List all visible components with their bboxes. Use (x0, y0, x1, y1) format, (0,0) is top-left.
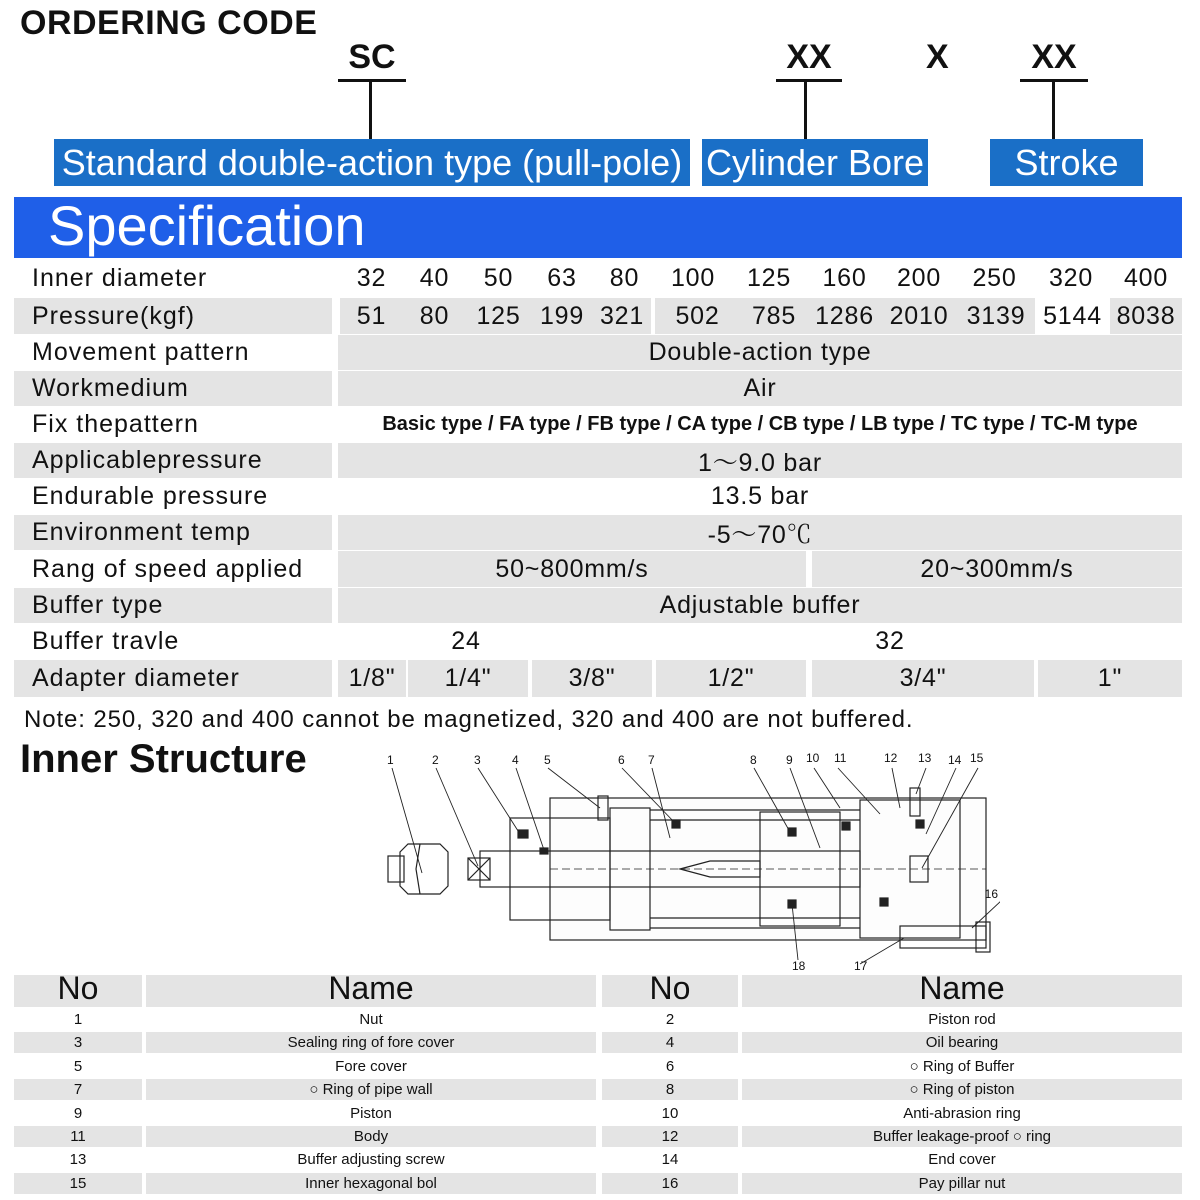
workmedium-value: Air (338, 371, 1182, 406)
part-name-cell: Buffer leakage-proof ○ ring (742, 1126, 1182, 1147)
diameter-cell: 320 (1032, 260, 1110, 296)
specification-banner: Specification (14, 197, 1182, 258)
part-name-cell: ○ Ring of piston (742, 1079, 1182, 1100)
label-endurable-pressure: Endurable pressure (14, 479, 332, 514)
connector-line-series (369, 80, 372, 139)
speed-value-a: 50~800mm/s (338, 551, 806, 587)
part-name-cell: Nut (146, 1009, 596, 1030)
code-box-stroke: Stroke (990, 139, 1143, 186)
part-number-cell: 15 (14, 1173, 142, 1194)
callout-label: 16 (984, 887, 998, 901)
adapter-cell: 1/8" (338, 660, 406, 697)
adapter-cell: 3/4" (812, 660, 1034, 697)
part-number-cell: 4 (602, 1032, 738, 1053)
label-inner-diameter: Inner diameter (14, 260, 332, 296)
cylinder-cross-section-diagram (380, 748, 1000, 973)
pressure-cell: 3139 (957, 298, 1035, 334)
callout-label: 6 (618, 753, 625, 767)
label-speed: Rang of speed applied (14, 551, 332, 587)
movement-value: Double-action type (338, 335, 1182, 370)
diameter-cell: 80 (593, 260, 656, 296)
label-workmedium: Workmedium (14, 371, 332, 406)
part-number-cell: 2 (602, 1009, 738, 1030)
applicable-pressure-value: 1～9.0 bar (338, 443, 1182, 478)
part-number-cell: 16 (602, 1173, 738, 1194)
diameter-cell: 32 (340, 260, 403, 296)
part-number-cell: 12 (602, 1126, 738, 1147)
label-environment-temp: Environment temp (14, 515, 332, 550)
callout-label: 4 (512, 753, 519, 767)
callout-label: 10 (806, 751, 820, 765)
part-name-cell: Body (146, 1126, 596, 1147)
speed-value-b: 20~300mm/s (812, 551, 1182, 587)
part-name-cell: Piston rod (742, 1009, 1182, 1030)
adapter-cell: 1" (1038, 660, 1182, 697)
callout-label: 14 (948, 753, 962, 767)
callout-label: 8 (750, 753, 757, 767)
part-name-cell: Anti-abrasion ring (742, 1103, 1182, 1124)
part-number-cell: 10 (602, 1103, 738, 1124)
label-adapter-diameter: Adapter diameter (14, 660, 332, 697)
pressure-cell: 199 (531, 298, 593, 334)
part-number-cell: 9 (14, 1103, 142, 1124)
callout-label: 3 (474, 753, 481, 767)
part-number-cell: 8 (602, 1079, 738, 1100)
diameter-cell: 200 (881, 260, 957, 296)
part-name-cell: Oil bearing (742, 1032, 1182, 1053)
buffer-travel-b: 32 (598, 624, 1182, 659)
inner-structure-title: Inner Structure (20, 737, 307, 781)
diameter-cell: 40 (403, 260, 466, 296)
parts-header-name: Name (146, 975, 596, 1007)
part-name-cell: Fore cover (146, 1056, 596, 1077)
callout-label: 13 (918, 751, 932, 765)
connector-line-bore (804, 80, 807, 139)
diameter-cell: 250 (957, 260, 1032, 296)
callout-label: 15 (970, 751, 984, 765)
buffer-travel-a: 24 (338, 624, 594, 659)
part-number-cell: 13 (14, 1149, 142, 1170)
spec-note: Note: 250, 320 and 400 cannot be magnetized, 320 and 400 are not buffered. (24, 706, 914, 733)
part-name-cell: Buffer adjusting screw (146, 1149, 596, 1170)
part-number-cell: 5 (14, 1056, 142, 1077)
code-box-type: Standard double-action type (pull-pole) (54, 139, 690, 186)
diameter-cell: 50 (466, 260, 531, 296)
buffer-type-value: Adjustable buffer (338, 588, 1182, 623)
code-separator: X (926, 38, 949, 76)
part-name-cell: ○ Ring of pipe wall (146, 1079, 596, 1100)
pressure-cell: 785 (740, 298, 808, 334)
part-name-cell: Piston (146, 1103, 596, 1124)
adapter-cell: 1/2" (656, 660, 806, 697)
part-name-cell: Sealing ring of fore cover (146, 1032, 596, 1053)
code-series: SC (338, 38, 406, 82)
part-number-cell: 6 (602, 1056, 738, 1077)
pressure-cell: 125 (466, 298, 531, 334)
diameter-cell: 125 (730, 260, 808, 296)
adapter-cell: 3/8" (532, 660, 652, 697)
part-name-cell: ○ Ring of Buffer (742, 1056, 1182, 1077)
diameter-cell: 400 (1110, 260, 1182, 296)
part-name-cell: Pay pillar nut (742, 1173, 1182, 1194)
callout-label: 18 (792, 959, 806, 973)
code-stroke: XX (1020, 38, 1088, 82)
environment-temp-value: -5～70℃ (338, 515, 1182, 550)
fix-pattern-value: Basic type / FA type / FB type / CA type / CB type / LB type / TC type / TC-M type (338, 407, 1182, 442)
parts-header-no: No (14, 975, 142, 1007)
adapter-cell: 1/4" (408, 660, 528, 697)
diameter-cell: 100 (656, 260, 730, 296)
pressure-cell: 502 (655, 298, 740, 334)
code-box-bore: Cylinder Bore (702, 139, 928, 186)
label-movement: Movement pattern (14, 335, 332, 370)
callout-label: 12 (884, 751, 898, 765)
code-bore: XX (776, 38, 842, 82)
label-pressure: Pressure(kgf) (14, 298, 332, 334)
part-name-cell: Inner hexagonal bol (146, 1173, 596, 1194)
callout-label: 1 (387, 753, 394, 767)
pressure-cell: 321 (593, 298, 651, 334)
pressure-cell: 80 (403, 298, 466, 334)
pressure-cell: 1286 (808, 298, 881, 334)
part-number-cell: 3 (14, 1032, 142, 1053)
ordering-code-title: ORDERING CODE (20, 4, 318, 42)
callout-label: 5 (544, 753, 551, 767)
pressure-cell: 5144 (1035, 298, 1110, 334)
callout-label: 9 (786, 753, 793, 767)
parts-header-no: No (602, 975, 738, 1007)
callout-label: 7 (648, 753, 655, 767)
connector-line-stroke (1052, 80, 1055, 139)
callout-label: 17 (854, 959, 868, 973)
callout-label: 11 (834, 751, 847, 765)
endurable-pressure-value: 13.5 bar (338, 479, 1182, 514)
part-number-cell: 11 (14, 1126, 142, 1147)
label-buffer-travel: Buffer travle (14, 624, 332, 659)
diameter-cell: 63 (531, 260, 593, 296)
part-number-cell: 7 (14, 1079, 142, 1100)
part-number-cell: 14 (602, 1149, 738, 1170)
label-buffer-type: Buffer type (14, 588, 332, 623)
callout-label: 2 (432, 753, 439, 767)
part-name-cell: End cover (742, 1149, 1182, 1170)
parts-header-name: Name (742, 975, 1182, 1007)
pressure-cell: 2010 (881, 298, 957, 334)
label-applicable-pressure: Applicablepressure (14, 443, 332, 478)
label-fix-pattern: Fix thepattern (14, 407, 332, 442)
diameter-cell: 160 (808, 260, 881, 296)
part-number-cell: 1 (14, 1009, 142, 1030)
pressure-cell: 51 (340, 298, 403, 334)
pressure-cell: 8038 (1110, 298, 1182, 334)
